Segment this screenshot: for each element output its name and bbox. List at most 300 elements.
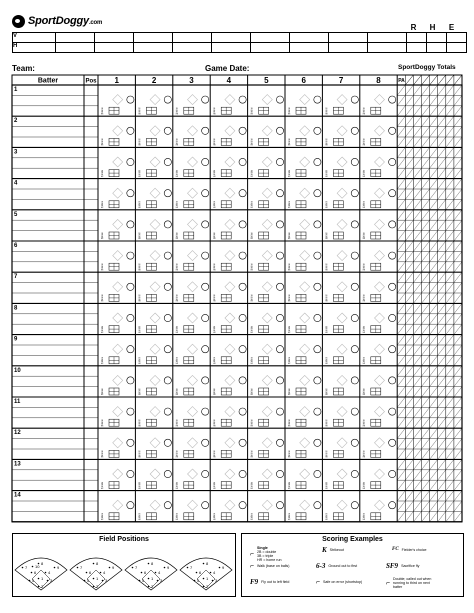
base-label: 1B: [250, 358, 253, 360]
grid-line: [430, 283, 438, 293]
grid-line: [438, 293, 446, 303]
base-label: 2B: [362, 235, 365, 237]
grid-line: [405, 459, 413, 469]
grid-line: [446, 418, 454, 428]
base-label: 1B: [325, 233, 328, 235]
diamond-icon: [300, 251, 310, 261]
grid-line: [405, 262, 413, 272]
grid-line: [454, 449, 462, 459]
base-label: 1B: [175, 140, 178, 142]
base-label: 2B: [362, 516, 365, 518]
grid-line: [430, 106, 438, 116]
base-label: 1B: [362, 296, 365, 298]
diamond-icon: [262, 344, 272, 354]
position-number: 3: [160, 578, 163, 583]
grid-line: [397, 345, 405, 355]
diamond-icon: [262, 157, 272, 167]
base-label: HR: [362, 114, 366, 116]
example-flyout: [250, 580, 289, 584]
base-label: 2B: [213, 391, 216, 393]
grid-line: [430, 407, 438, 417]
base-label: 1B: [288, 296, 290, 298]
base-label: 2B: [213, 329, 216, 331]
diamond-icon: [113, 500, 123, 510]
base-label: 1B: [138, 233, 141, 235]
grid-line: [397, 366, 405, 376]
grid-line: [413, 345, 421, 355]
position-dot: [203, 586, 205, 588]
base-label: 1B: [250, 514, 253, 516]
base-label: 2B: [101, 266, 103, 268]
base-label: 1B: [138, 358, 141, 360]
base-label: 1B: [101, 358, 103, 360]
grid-line: [397, 262, 405, 272]
position-dot: [38, 586, 40, 588]
grid-line: [430, 158, 438, 168]
grid-line: [397, 251, 405, 261]
position-dot: [164, 567, 166, 569]
diamond-icon: [375, 438, 385, 448]
base-label: 2B: [288, 391, 290, 393]
base-label: HR: [101, 270, 104, 272]
base-label: 2B: [250, 485, 253, 487]
grid-line: [446, 324, 454, 334]
grid-line: [413, 220, 421, 230]
out-circle: [276, 127, 283, 134]
grid-line: [454, 127, 462, 137]
out-circle: [276, 439, 283, 446]
grid-line: [438, 407, 446, 417]
base-label: 1B: [175, 327, 178, 329]
grid-line: [438, 439, 446, 449]
base-label: HR: [362, 364, 366, 365]
base-label: 2B: [362, 422, 365, 424]
grid-line: [397, 283, 405, 293]
grid-line: [454, 491, 462, 501]
out-circle: [276, 502, 283, 509]
base-label: 3B: [362, 143, 365, 145]
out-circle: [239, 252, 246, 259]
grid-line: [430, 324, 438, 334]
out-circle: [351, 221, 358, 228]
example-strikeout: [322, 548, 344, 552]
base-label: HR: [362, 426, 366, 428]
out-circle: [351, 439, 358, 446]
position-dot: [141, 572, 143, 574]
base-label: HR: [325, 457, 328, 459]
base-label: 3B: [288, 299, 290, 301]
base-label: HR: [250, 114, 253, 116]
base-label: 1B: [288, 109, 290, 110]
grid-line: [454, 501, 462, 511]
base-label: HR: [250, 364, 253, 365]
grid-line: [422, 75, 430, 85]
base-label: HR: [138, 301, 141, 303]
position-number: 8: [151, 561, 154, 566]
position-dot: [93, 578, 95, 580]
base-label: 1B: [250, 265, 253, 266]
out-circle: [314, 408, 321, 415]
grid-line: [446, 397, 454, 407]
position-number: 9: [112, 565, 115, 570]
out-circle: [164, 470, 171, 477]
base-label: 2B: [101, 454, 103, 455]
diamond-icon: [262, 282, 272, 292]
base-label: 3B: [250, 487, 253, 488]
grid-line: [430, 314, 438, 324]
base-label: 1B: [362, 452, 365, 454]
grid-line: [422, 449, 430, 459]
position-dot: [45, 572, 47, 574]
base-label: HR: [175, 145, 179, 147]
base-label: 3B: [250, 237, 253, 239]
grid-line: [446, 387, 454, 397]
base-label: 3B: [101, 112, 103, 114]
grid-line: [397, 241, 405, 251]
base-label: 2B: [138, 204, 141, 206]
grid-line: [397, 407, 405, 417]
out-circle: [127, 314, 134, 321]
grid-line: [430, 210, 438, 220]
diamond-icon: [113, 126, 123, 136]
base-label: 3B: [325, 112, 328, 114]
base-label: 1B: [325, 514, 328, 516]
base-label: 1B: [213, 421, 216, 422]
base-label: HR: [362, 520, 366, 521]
grid-line: [422, 376, 430, 386]
out-circle: [202, 221, 209, 228]
base-label: 2B: [250, 173, 253, 175]
out-circle: [127, 221, 134, 228]
diamond-icon: [113, 282, 123, 292]
grid-line: [454, 376, 462, 386]
base-label: 1B: [138, 140, 141, 142]
grid-line: [413, 387, 421, 397]
base-label: 1B: [138, 514, 141, 516]
out-circle: [314, 127, 321, 134]
position-dot: [212, 580, 214, 582]
grid-line: [430, 345, 438, 355]
diamond-icon: [188, 282, 198, 292]
position-dot: [203, 578, 205, 580]
diamond-icon: [337, 469, 347, 479]
base-label: 2B: [325, 422, 328, 424]
grid-line: [454, 314, 462, 324]
grid-line: [446, 355, 454, 365]
inning-header: 4: [226, 76, 232, 85]
out-circle: [127, 346, 134, 353]
grid-line: [454, 158, 462, 168]
base-label: 2B: [362, 360, 365, 362]
grid-line: [397, 137, 405, 147]
diamond-icon: [225, 500, 235, 510]
base-label: 2B: [250, 329, 253, 331]
grid-line: [430, 449, 438, 459]
grid-line: [438, 511, 446, 521]
base-label: 3B: [250, 362, 253, 364]
grid-line: [430, 439, 438, 449]
base-label: HR: [175, 488, 179, 490]
base-label: 2B: [213, 266, 216, 268]
base-label: 1B: [250, 171, 253, 173]
grid-line: [422, 491, 430, 501]
base-label: 3B: [325, 143, 328, 145]
grid-line: [413, 470, 421, 480]
out-circle: [164, 283, 171, 290]
grid-line: [405, 480, 413, 490]
out-circle: [351, 377, 358, 384]
out-circle: [314, 439, 321, 446]
base-label: 3B: [250, 518, 253, 520]
diamond-icon: [113, 157, 123, 167]
grid-line: [446, 241, 454, 251]
base-label: 1B: [325, 389, 328, 391]
grid-line: [397, 387, 405, 397]
example-text: HR = home run: [257, 558, 282, 562]
base-label: 1B: [250, 421, 253, 422]
out-circle: [164, 127, 171, 134]
grid-line: [446, 407, 454, 417]
base-label: HR: [101, 488, 104, 490]
diamond-icon: [113, 469, 123, 479]
base-label: 3B: [250, 424, 253, 426]
example-sacrifice-fly: [386, 564, 419, 568]
base-label: 1B: [138, 171, 141, 173]
base-label: 2B: [325, 298, 328, 299]
logo-brand: SportDoggy: [28, 15, 89, 27]
pa-header: PA: [398, 78, 405, 84]
grid-line: [446, 491, 454, 501]
base-label: HR: [362, 145, 366, 147]
base-label: 1B: [362, 421, 365, 422]
out-circle: [314, 346, 321, 353]
grid-line: [397, 335, 405, 345]
base-label: 2B: [213, 422, 216, 424]
grid-line: [405, 137, 413, 147]
base-label: 1B: [325, 421, 328, 422]
base-label: 3B: [362, 299, 365, 301]
grid-line: [413, 272, 421, 282]
grid-line: [446, 251, 454, 261]
base-label: 3B: [362, 424, 365, 426]
base-label: HR: [138, 332, 141, 334]
grid-line: [454, 95, 462, 105]
base-label: 3B: [101, 331, 103, 332]
base-label: 2B: [288, 485, 290, 487]
grid-line: [438, 116, 446, 126]
grid-line: [413, 397, 421, 407]
base-label: 3B: [213, 237, 216, 239]
grid-line: [454, 189, 462, 199]
base-label: 3B: [362, 112, 365, 114]
grid-line: [454, 168, 462, 178]
grid-line: [454, 511, 462, 521]
batter-number: 4: [14, 180, 18, 187]
base-label: HR: [288, 395, 291, 397]
grid-line: [430, 428, 438, 438]
diamond-icon: [225, 438, 235, 448]
base-label: 2B: [213, 235, 216, 237]
position-number: 7: [80, 565, 83, 570]
example-text: 2B = double: [257, 550, 277, 554]
diamond-icon: [188, 188, 198, 198]
position-number: 6: [144, 570, 147, 575]
batter-number: 10: [14, 367, 21, 374]
grid-line: [405, 95, 413, 105]
base-label: 1B: [362, 140, 365, 142]
base-label: HR: [288, 239, 291, 241]
grid-line: [413, 106, 421, 116]
base-label: 1B: [250, 233, 253, 235]
base-label: HR: [288, 176, 291, 178]
base-label: 3B: [288, 455, 290, 457]
out-circle: [164, 158, 171, 165]
diamond-icon: [300, 313, 310, 323]
grid-line: [405, 210, 413, 220]
out-circle: [202, 314, 209, 321]
grid-line: [405, 127, 413, 137]
base-label: 3B: [213, 206, 216, 208]
position-number: 4: [213, 570, 216, 575]
base-label: HR: [325, 520, 328, 521]
base-label: 3B: [325, 455, 328, 457]
base-label: HR: [138, 145, 141, 147]
grid-line: [422, 251, 430, 261]
out-circle: [202, 96, 209, 103]
grid-line: [413, 199, 421, 209]
base-label: 3B: [213, 362, 216, 364]
grid-line: [413, 355, 421, 365]
base-label: HR: [138, 176, 141, 178]
grid-line: [438, 480, 446, 490]
grid-line: [430, 137, 438, 147]
grid-line: [446, 293, 454, 303]
batter-number: 13: [14, 461, 21, 468]
diamond-icon: [337, 251, 347, 261]
grid-line: [413, 189, 421, 199]
base-label: 2B: [101, 110, 103, 112]
grid-line: [397, 491, 405, 501]
position-number: 9: [57, 565, 60, 570]
position-number: 2: [206, 584, 209, 589]
grid-line: [422, 480, 430, 490]
diamond-icon: [188, 157, 198, 167]
position-number: 4: [158, 570, 161, 575]
grid-line: [405, 324, 413, 334]
base-label: 2B: [213, 360, 216, 362]
grid-line: [413, 283, 421, 293]
grid-line: [438, 137, 446, 147]
base-label: 1B: [138, 296, 141, 298]
diamond-icon: [375, 188, 385, 198]
position-dot: [31, 572, 33, 574]
base-label: 1B: [325, 265, 328, 266]
base-label: 1B: [213, 140, 216, 142]
example-text: batter: [393, 585, 403, 589]
diamond-icon: [375, 219, 385, 229]
inning-header: 3: [189, 76, 194, 85]
base-label: 3B: [101, 455, 103, 457]
base-label: HR: [325, 208, 328, 209]
base-label: 2B: [250, 298, 253, 299]
base-label: 2B: [101, 329, 103, 331]
out-circle: [351, 502, 358, 509]
out-circle: [202, 439, 209, 446]
base-label: 2B: [138, 110, 141, 112]
base-label: 1B: [362, 358, 365, 360]
position-number: 8: [96, 561, 99, 566]
base-label: 1B: [325, 327, 328, 329]
base-label: 2B: [101, 235, 103, 237]
diamond-icon: [337, 407, 347, 417]
diamond-icon: [262, 95, 272, 105]
out-circle: [314, 252, 321, 259]
base-label: 2B: [325, 235, 328, 237]
grid-line: [405, 397, 413, 407]
batter-number: 11: [14, 399, 21, 405]
error-icon: ⌐: [316, 578, 320, 586]
out-circle: [351, 158, 358, 165]
base-label: 3B: [362, 518, 365, 520]
out-circle: [276, 346, 283, 353]
grid-line: [413, 262, 421, 272]
base-label: 1B: [288, 483, 290, 485]
grid-line: [438, 127, 446, 137]
example-text: Single: [257, 546, 268, 550]
base-label: 1B: [250, 389, 253, 391]
home-label: H: [13, 43, 56, 53]
position-dot: [196, 572, 198, 574]
grid-line: [405, 189, 413, 199]
grid-line: [413, 428, 421, 438]
base-label: 1B: [138, 202, 141, 204]
diamond-icon: [188, 469, 198, 479]
grid-line: [446, 220, 454, 230]
position-dot: [148, 586, 150, 588]
base-label: 2B: [325, 110, 328, 112]
grid-line: [446, 283, 454, 293]
base-label: 3B: [288, 331, 290, 332]
diamond-icon: [225, 188, 235, 198]
diamond-icon: [375, 95, 385, 105]
base-label: 3B: [138, 112, 141, 114]
base-label: 2B: [213, 142, 216, 143]
position-dot: [38, 578, 40, 580]
diamond-icon: [337, 375, 347, 385]
out-circle: [389, 377, 396, 384]
grid-line: [397, 418, 405, 428]
out-circle: [239, 221, 246, 228]
base-label: HR: [250, 520, 253, 521]
diamond-icon: [337, 313, 347, 323]
base-label: HR: [250, 176, 253, 178]
grid-line: [430, 179, 438, 189]
grid-line: [454, 272, 462, 282]
diamond-icon: [375, 407, 385, 417]
base-label: HR: [250, 332, 253, 334]
position-number: 6: [34, 570, 37, 575]
base-label: 2B: [288, 360, 290, 362]
base-label: HR: [213, 145, 216, 147]
base-label: 3B: [362, 455, 365, 457]
base-label: 1B: [288, 140, 290, 142]
grid-line: [438, 303, 446, 313]
base-label: 3B: [101, 424, 103, 426]
out-circle: [202, 127, 209, 134]
base-label: HR: [213, 457, 216, 459]
base-label: HR: [101, 457, 104, 459]
base-label: 2B: [325, 142, 328, 143]
